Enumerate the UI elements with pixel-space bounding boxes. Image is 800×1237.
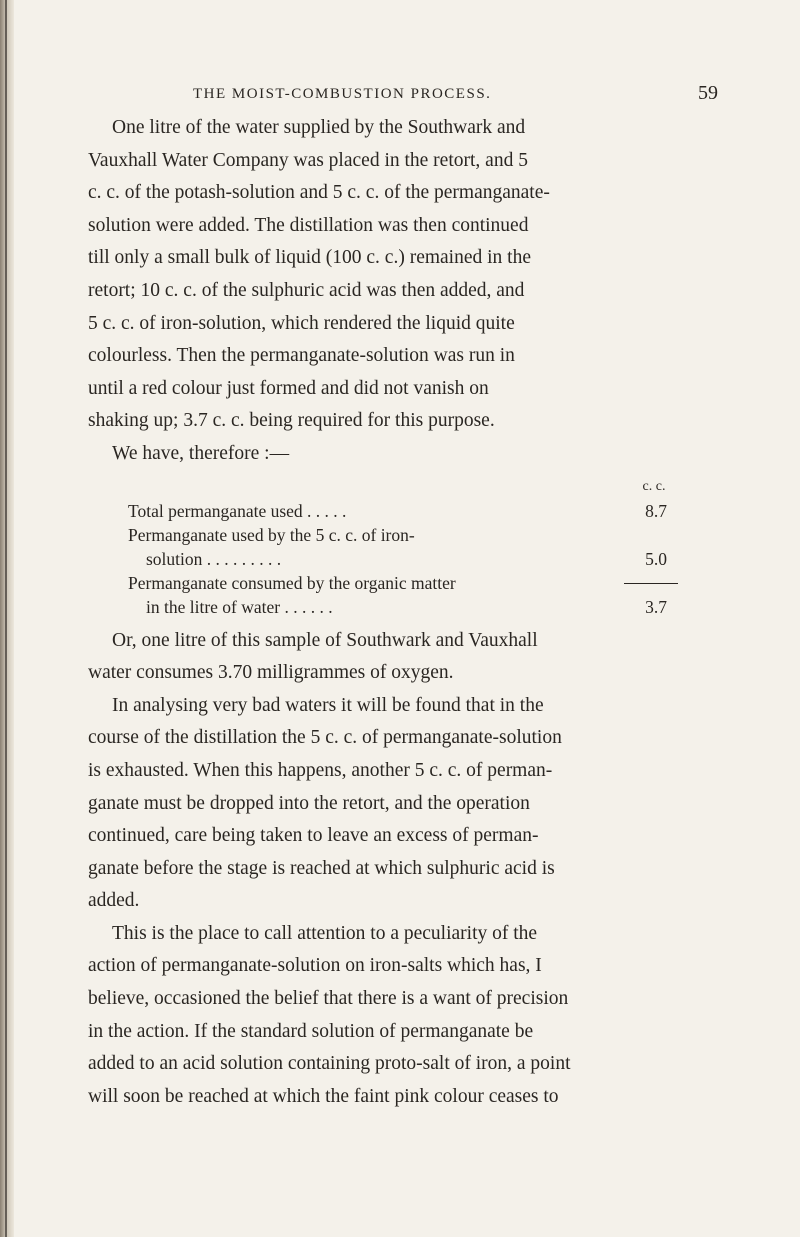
page-number: 59: [698, 82, 718, 104]
text-line: continued, care being taken to leave an excess of perman-: [88, 825, 539, 847]
running-title: THE MOIST-COMBUSTION PROCESS.: [193, 86, 492, 102]
calc-label: solution . . . . . . . . .: [146, 548, 282, 569]
paragraph-3: [88, 625, 718, 690]
calc-label: Permanganate consumed by the organic matter: [128, 572, 456, 593]
calc-label: in the litre of water . . . . . .: [146, 596, 333, 617]
text-line: Vauxhall Water Company was placed in the retort, and 5: [88, 149, 528, 171]
calc-row: [88, 523, 718, 547]
paragraph-2: We have, therefore :—: [112, 442, 290, 464]
text-line: until a red colour just formed and did not vanish on: [88, 377, 489, 399]
text-line: action of permanganate-solution on iron-salts which has, I: [88, 955, 542, 977]
binding-edge: [5, 0, 7, 1237]
text-line: One litre of the water supplied by the Southwark and: [112, 117, 526, 138]
book-page: [88, 78, 718, 1113]
text-line: believe, occasioned the belief that there is a want of precision: [88, 988, 569, 1010]
text-line: water consumes 3.70 milligrammes of oxygen.: [88, 662, 454, 684]
calc-row: [88, 595, 718, 619]
body-text: [88, 112, 718, 1113]
text-line: is exhausted. When this happens, another 5 c. c. of perman-: [88, 759, 553, 781]
text-line: in the action. If the standard solution of permanganate be: [88, 1020, 534, 1042]
calc-label: Total permanganate used . . . . .: [128, 500, 347, 521]
text-line: added.: [88, 890, 140, 912]
text-line: colourless. Then the permanganate-solution was run in: [88, 345, 515, 367]
calc-label: Permanganate used by the 5 c. c. of iron-: [128, 524, 415, 545]
calculation-table: [88, 475, 718, 619]
text-line: added to an acid solution containing proto-salt of iron, a point: [88, 1053, 571, 1075]
calc-row: [88, 547, 718, 571]
calc-value: 8.7: [645, 500, 667, 521]
calc-value: 5.0: [645, 548, 667, 569]
text-line: Or, one litre of this sample of Southwark and Vauxhall: [112, 629, 538, 651]
text-line: c. c. of the potash-solution and 5 c. c. of the permanganate-: [88, 182, 550, 204]
calc-unit-row: [88, 475, 718, 499]
running-head: [88, 78, 718, 112]
text-line: In analysing very bad waters it will be found that in the: [112, 694, 544, 716]
text-line: course of the distillation the 5 c. c. of permanganate-solution: [88, 727, 562, 749]
text-line: This is the place to call attention to a peculiarity of the: [112, 922, 538, 944]
page-gutter-shadow: [0, 0, 14, 1237]
text-line: ganate must be dropped into the retort, and the operation: [88, 792, 530, 814]
subtraction-rule: [624, 583, 678, 584]
calc-value: 3.7: [645, 596, 667, 617]
text-line: till only a small bulk of liquid (100 c. c.) remained in the: [88, 247, 531, 269]
paragraph-1: [88, 112, 718, 438]
calc-unit-header: c. c.: [642, 478, 666, 494]
paragraph-4: [88, 690, 718, 918]
text-line: retort; 10 c. c. of the sulphuric acid was then added, and: [88, 279, 525, 301]
text-line: shaking up; 3.7 c. c. being required for this purpose.: [88, 410, 495, 432]
calc-row: [88, 499, 718, 523]
calc-row: [88, 571, 718, 595]
paragraph-5: [88, 918, 718, 1114]
text-line: ganate before the stage is reached at which sulphuric acid is: [88, 857, 555, 879]
text-line: will soon be reached at which the faint pink colour ceases to: [88, 1085, 559, 1107]
text-line: solution were added. The distillation was then continued: [88, 214, 529, 236]
text-line: 5 c. c. of iron-solution, which rendered the liquid quite: [88, 312, 515, 334]
